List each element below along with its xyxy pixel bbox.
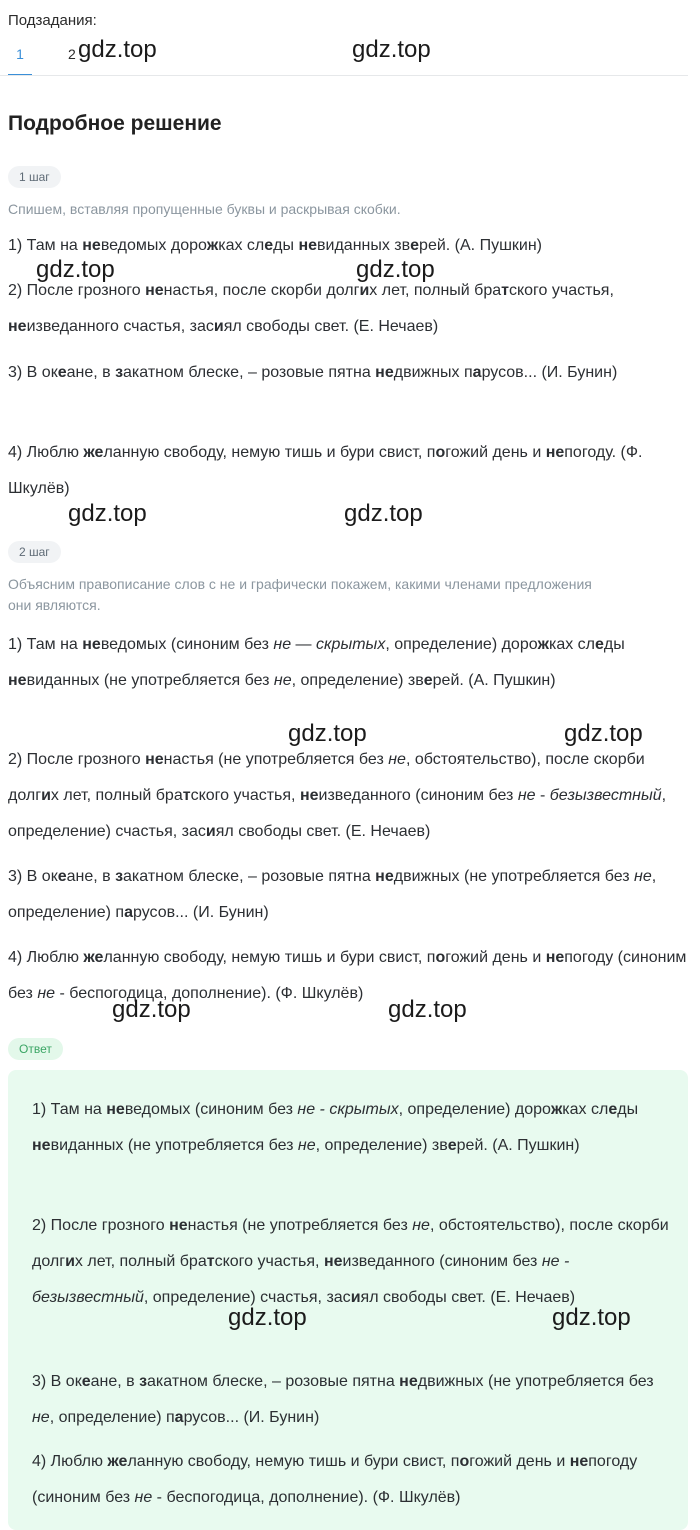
answer-item-3: [32, 1364, 672, 1436]
bold-letter: т: [501, 282, 509, 299]
italic-text: не: [273, 672, 292, 689]
step-2-badge: 2 шаг: [8, 541, 61, 563]
text-run: виданных (не употребляется без: [50, 1137, 298, 1154]
watermark: gdz.top: [344, 500, 423, 527]
text-run: , определение) доро: [385, 636, 538, 653]
watermark: gdz.top: [552, 1304, 631, 1331]
bold-letter: ж: [206, 237, 219, 254]
italic-text: не: [273, 636, 292, 653]
text-run: 3) В ок: [32, 1373, 82, 1390]
step-2-item-2: [8, 742, 688, 850]
italic-text: не: [412, 1217, 430, 1234]
text-run: погоду (синоним без: [8, 949, 687, 1002]
bold-letter: не: [545, 949, 565, 966]
text-run: погоду. (Ф. Шкулёв): [8, 444, 643, 497]
bold-letter: з: [115, 364, 124, 381]
text-run: , обстоятельство), после скорби долг: [32, 1217, 669, 1270]
bold-letter: о: [435, 949, 446, 966]
bold-letter: не: [399, 1373, 418, 1390]
bold-letter: не: [375, 364, 394, 381]
text-run: движных п: [393, 364, 473, 381]
text-run: настья (не употребляется без: [163, 751, 389, 768]
text-run: 1) Там на: [8, 636, 83, 653]
bold-letter: не: [82, 636, 101, 653]
text-run: - беспогодица, дополнение). (Ф. Шкулёв): [152, 1489, 461, 1506]
text-run: изведанного (синоним без: [342, 1253, 542, 1270]
text-run: ланную свободу, немую тишь и бури свист, п: [103, 444, 436, 461]
text-run: виданных (не употребляется без: [26, 672, 274, 689]
text-run: - беспогодица, дополнение). (Ф. Шкулёв): [55, 985, 364, 1002]
text-run: акатном блеске, – розовые пятна: [123, 364, 376, 381]
bold-letter: не: [169, 1217, 188, 1234]
bold-letter: и: [213, 318, 224, 335]
bold-letter: е: [264, 237, 274, 254]
text-run: ведомых (синоним без: [124, 1101, 298, 1118]
text-run: ведомых (синоним без: [100, 636, 274, 653]
italic-text: не: [388, 751, 406, 768]
bold-letter: а: [174, 1409, 184, 1426]
text-run: ского участья,: [190, 787, 300, 804]
text-run: -: [535, 787, 550, 804]
text-run: , определение) счастья, зас: [143, 1289, 351, 1306]
text-run: русов... (И. Бунин): [132, 904, 269, 921]
text-run: ды: [617, 1101, 639, 1118]
bold-letter: е: [94, 949, 104, 966]
italic-text: скрытых: [315, 636, 386, 653]
bold-letter: е: [57, 364, 67, 381]
bold-letter: не: [32, 1137, 51, 1154]
step-2-description: Объясним правописание слов с не и графически покажем, какими членами предложения они являются.: [8, 576, 592, 613]
text-run: ды: [273, 237, 299, 254]
bold-letter: а: [472, 364, 482, 381]
bold-letter: е: [57, 868, 67, 885]
text-run: , определение) зв: [315, 1137, 448, 1154]
text-run: 2) После грозного: [32, 1217, 170, 1234]
step-1-badge: 1 шаг: [8, 166, 61, 188]
text-run: ане, в: [66, 364, 116, 381]
step-1-item-3: [8, 355, 688, 391]
section-title: Подробное решение: [8, 112, 222, 135]
text-run: х лет, полный бра: [369, 282, 502, 299]
text-run: акатном блеске, – розовые пятна: [123, 868, 376, 885]
bold-letter: не: [145, 751, 164, 768]
step-1-description: Спишем, вставляя пропущенные буквы и раскрывая скобки.: [8, 201, 401, 217]
bold-letter: е: [595, 636, 604, 653]
text-run: ланную свободу, немую тишь и бури свист, п: [103, 949, 436, 966]
text-run: гожий день и: [445, 949, 546, 966]
step-2-item-1: [8, 627, 688, 699]
bold-letter: ж: [83, 444, 95, 461]
bold-letter: не: [569, 1453, 589, 1470]
bold-letter: е: [447, 1137, 457, 1154]
text-run: 2) После грозного: [8, 751, 146, 768]
bold-letter: не: [8, 318, 27, 335]
answer-item-2: [32, 1208, 672, 1316]
text-run: , обстоятельство), после скорби долг: [8, 751, 645, 804]
watermark: gdz.top: [112, 996, 191, 1023]
text-run: х лет, полный бра: [50, 787, 183, 804]
text-run: изведанного (синоним без: [318, 787, 518, 804]
text-run: виданных зв: [317, 237, 411, 254]
answer-item-4: [32, 1444, 672, 1516]
watermark: gdz.top: [564, 720, 643, 747]
answer-item-1: [32, 1092, 672, 1164]
text-run: настья, после скорби долг: [163, 282, 360, 299]
text-run: ках сл: [218, 237, 265, 254]
bold-letter: т: [206, 1253, 215, 1270]
bold-letter: не: [375, 868, 394, 885]
text-run: изведанного счастья, зас: [26, 318, 214, 335]
bold-letter: и: [41, 787, 51, 804]
bold-letter: не: [545, 444, 565, 461]
watermark: gdz.top: [356, 256, 435, 283]
tab-subtask-1[interactable]: 1: [8, 46, 32, 74]
bold-letter: не: [8, 672, 27, 689]
watermark: gdz.top: [288, 720, 367, 747]
bold-letter: е: [608, 1101, 618, 1118]
text-run: ял свободы свет. (Е. Нечаев): [223, 318, 439, 335]
bold-letter: не: [299, 787, 319, 804]
bold-letter: не: [106, 1101, 125, 1118]
bold-letter: и: [359, 282, 370, 299]
text-run: х лет, полный бра: [74, 1253, 207, 1270]
bold-letter: е: [81, 1373, 91, 1390]
text-run: ане, в: [90, 1373, 140, 1390]
tabs-divider: [0, 75, 688, 76]
bold-letter: не: [298, 237, 318, 254]
text-run: гожий день и: [469, 1453, 570, 1470]
bold-letter: о: [435, 444, 446, 461]
text-run: , определение) зв: [291, 672, 424, 689]
bold-letter: и: [65, 1253, 75, 1270]
step-2-item-3: [8, 859, 688, 931]
text-run: , определение) счастья, зас: [8, 787, 667, 840]
text-run: ках сл: [562, 1101, 609, 1118]
bold-letter: и: [350, 1289, 361, 1306]
watermark: gdz.top: [68, 500, 147, 527]
text-run: —: [291, 636, 316, 653]
step-1-item-4: [8, 435, 688, 507]
text-run: 1) Там на: [32, 1101, 107, 1118]
bold-letter: не: [82, 237, 101, 254]
bold-letter: о: [459, 1453, 470, 1470]
bold-letter: ж: [83, 949, 95, 966]
text-run: ках сл: [548, 636, 595, 653]
text-run: русов... (И. Бунин): [183, 1409, 320, 1426]
text-run: 3) В ок: [8, 364, 58, 381]
bold-letter: е: [423, 672, 433, 689]
bold-letter: не: [323, 1253, 343, 1270]
text-run: русов... (И. Бунин): [481, 364, 618, 381]
bold-letter: е: [410, 237, 420, 254]
text-run: акатном блеске, – розовые пятна: [147, 1373, 400, 1390]
bold-letter: з: [115, 868, 124, 885]
bold-letter: ж: [107, 1453, 119, 1470]
text-run: ведомых доро: [100, 237, 207, 254]
answer-badge: Ответ: [8, 1038, 63, 1060]
text-run: , определение) п: [8, 868, 657, 921]
italic-text: не - скрытых: [297, 1101, 399, 1118]
bold-letter: ж: [537, 636, 549, 653]
italic-text: не - безызвестный: [32, 1253, 570, 1306]
italic-text: безызвестный: [549, 787, 662, 804]
bold-letter: т: [182, 787, 191, 804]
text-run: рей. (А. Пушкин): [419, 237, 542, 254]
text-run: рей. (А. Пушкин): [456, 1137, 580, 1154]
text-run: ды: [603, 636, 625, 653]
text-run: движных (не употребляется без: [393, 868, 635, 885]
watermark: gdz.top: [228, 1304, 307, 1331]
watermark: gdz.top: [352, 36, 431, 63]
italic-text: не: [32, 1409, 50, 1426]
italic-text: не: [634, 868, 652, 885]
bold-letter: е: [94, 444, 104, 461]
bold-letter: з: [139, 1373, 148, 1390]
bold-letter: и: [205, 823, 216, 840]
text-run: ял свободы свет. (Е. Нечаев): [360, 1289, 576, 1306]
bold-letter: а: [124, 904, 133, 921]
text-run: , определение) п: [49, 1409, 175, 1426]
bold-letter: не: [145, 282, 164, 299]
subtasks-label: Подзадания:: [8, 12, 97, 29]
text-run: , определение) доро: [398, 1101, 551, 1118]
watermark: gdz.top: [388, 996, 467, 1023]
text-run: 4) Люблю: [8, 949, 84, 966]
text-run: ял свободы свет. (Е. Нечаев): [215, 823, 431, 840]
text-run: погоду (синоним без: [32, 1453, 638, 1506]
text-run: 3) В ок: [8, 868, 58, 885]
text-run: 2) После грозного: [8, 282, 146, 299]
text-run: ского участья,: [508, 282, 614, 299]
italic-text: не: [37, 985, 56, 1002]
italic-text: не: [134, 1489, 153, 1506]
text-run: настья (не употребляется без: [187, 1217, 413, 1234]
watermark: gdz.top: [78, 36, 157, 63]
text-run: ане, в: [66, 868, 116, 885]
text-run: гожий день и: [445, 444, 546, 461]
answer-box: [8, 1070, 688, 1530]
text-run: 4) Люблю: [8, 444, 84, 461]
bold-letter: ж: [550, 1101, 563, 1118]
text-run: движных (не употребляется без: [417, 1373, 654, 1390]
text-run: 4) Люблю: [32, 1453, 108, 1470]
text-run: ланную свободу, немую тишь и бури свист, п: [127, 1453, 460, 1470]
bold-letter: е: [118, 1453, 128, 1470]
step-2-item-4: [8, 940, 688, 1012]
text-run: рей. (А. Пушкин): [432, 672, 556, 689]
text-run: 1) Там на: [8, 237, 83, 254]
tab-subtask-2[interactable]: 2: [68, 46, 76, 62]
text-run: ского участья,: [214, 1253, 324, 1270]
italic-text: не: [297, 1137, 316, 1154]
italic-text: не: [517, 787, 536, 804]
watermark: gdz.top: [36, 256, 115, 283]
